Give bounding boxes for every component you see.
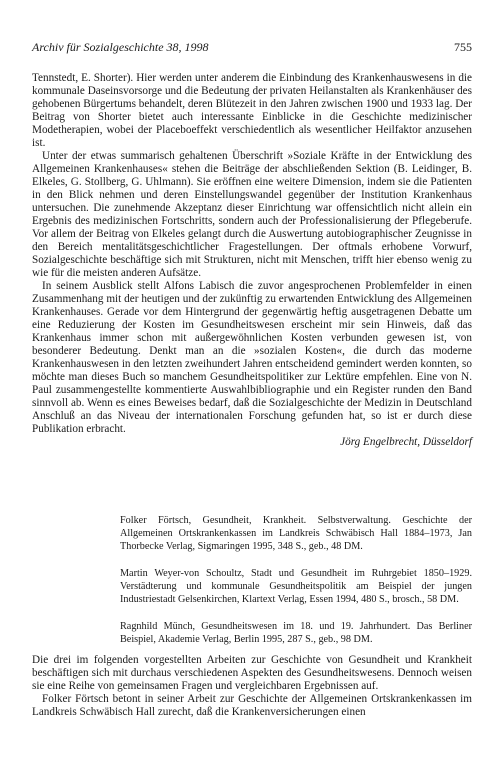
running-head [32,40,472,56]
paragraph-2: Unter der etwas summarisch gehaltenen Überschrift »Soziale Kräfte in der Entwicklung des Allgemeinen Krankenhauses« stehen die Beiträge der abschließenden Sektion (B. Leidinger, B. Elkeles, G. Stollberg, G. Uhlmann). Sie eröffnen eine weitere Dimension, indem sie die Patienten in den Blick nehmen und deren Einstellungswandel gegenüber der Institution Krankenhaus untersuchen. Die zunehmende Akzeptanz dieser Einrichtung war offensichtlich nicht allein ein Ergebnis des medizinischen Fortschritts, sondern auch der Professionalisierung der Pflegeberufe. Vor allem der Beitrag von Elkeles gelangt durch die Auswertung autobiographischer Zeugnisse in den Bereich mentalitätsgeschichtlicher Fragestellungen. Der oftmals erhobene Vorwurf, Sozialgeschichte beschäftige sich mit Strukturen, nicht mit Menschen, trifft hier ebenso wenig zu wie für die meisten anderen Aufsätze. [32,150,472,279]
reviewer-signature: Jörg Engelbrecht, Düsseldorf [340,436,472,448]
paragraph-4: Die drei im folgenden vorgestellten Arbeiten zur Geschichte von Gesundheit und Krankheit beschäftigen sich mit durchaus verschiedenen Aspekten des Gesundheitswesens. Dennoch weisen sie eine Reihe von gemeinsamen Fragen und vergleichbaren Ergebnissen auf. [32,654,472,692]
review-body [32,72,472,449]
page-number: 755 [454,40,472,54]
book-references [120,514,472,660]
paragraph-5: Folker Förtsch betont in seiner Arbeit zur Geschichte der Allgemeinen Ortskrankenkassen im Landkreis Schwäbisch Hall zurecht, daß die Krankenversicherungen einen [32,693,472,718]
book-reference-2: Martin Weyer-von Schoultz, Stadt und Gesundheit im Ruhrgebiet 1850–1929. Verstädterung und kommunale Gesundheitspolitik am Beispiel der jungen Industriestadt Gelsenkirchen, Klartext Verlag, Essen 1994, 480 S., brosch., 58 DM. [120,568,472,605]
review-body-2 [32,654,472,719]
paragraph-3: In seinem Ausblick stellt Alfons Labisch die zuvor angesprochenen Problemfelder in einen Zusammenhang mit der heutigen und der zukünftig zu erwartenden Entwicklung des Allgemeinen Krankenhauses. Gerade vor dem Hintergrund der gegenwärtig heftig ausgetragenen Debatte um eine Reduzierung der Kosten im Gesundheitswesen erscheint mir sein Hinweis, daß das Krankenhaus immer schon mit außergewöhnlichen Kosten verbunden gewesen ist, von besonderer Bedeutung. Denkt man an die »sozialen Kosten«, die durch das moderne Krankenhauswesen in den letzten zweihundert Jahren entscheidend gemindert werden konnten, so möchte man dieses Buch so manchem Gesundheitspolitiker zur Lektüre empfehlen. Eine von N. Paul zusammengestellte kommentierte Auswahlbibliographie und ein Register runden den Band sinnvoll ab. Wenn es eines Beweises bedarf, daß die Sozialgeschichte der Medizin in Deutschland Anschluß an das Niveau der internationalen Forschung gefunden hat, so ist er durch diese Publikation erbracht. [32,280,472,435]
journal-title: Archiv für Sozialgeschichte 38, 1998 [32,40,209,54]
book-reference-1: Folker Förtsch, Gesundheit, Krankheit. Selbstverwaltung. Geschichte der Allgemeinen Ortskrankenkassen im Landkreis Schwäbisch Hall 1884–1973, Jan Thorbecke Verlag, Sigmaringen 1995, 348 S., geb., 48 DM. [120,515,472,552]
book-reference-3: Ragnhild Münch, Gesundheitswesen im 18. und 19. Jahrhundert. Das Berliner Beispiel, Akademie Verlag, Berlin 1995, 287 S., geb., 98 DM. [120,621,472,645]
paragraph-1: Tennstedt, E. Shorter). Hier werden unter anderem die Einbindung des Krankenhauswesens in die kommunale Daseinsvorsorge und die Bedeutung der privaten Heilanstalten als Krankenhäuser des gehobenen Bürgertums behandelt, deren Blütezeit in den Jahren zwischen 1900 und 1933 lag. Der Beitrag von Shorter bietet auch interessante Einblicke in die Geschichte medizinischer Modetherapien, wobei der Placeboeffekt verschiedentlich als wesentlicher Heilfaktor anzusehen ist. [32,72,472,149]
